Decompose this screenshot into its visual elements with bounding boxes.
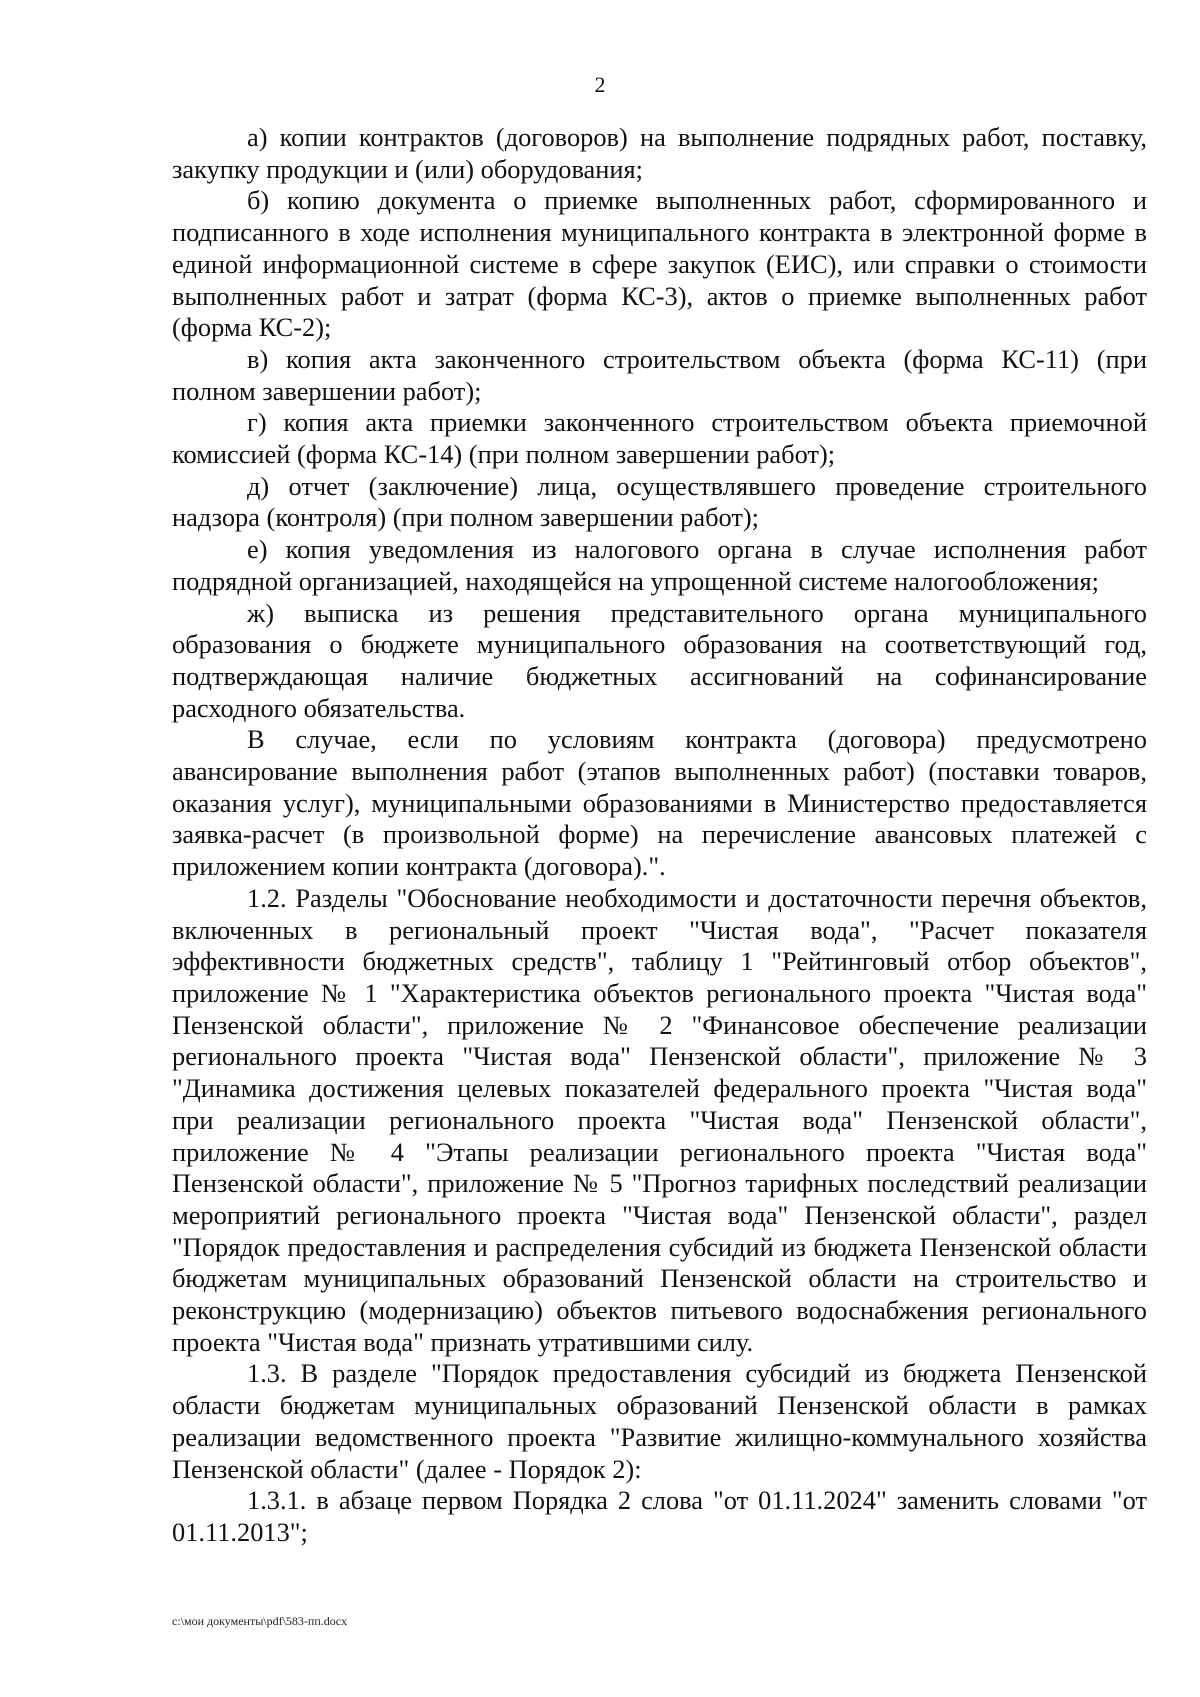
paragraph-item-e: е) копия уведомления из налогового органа в случае исполнения работ подрядной организацией, находящейся на упрощенной системе налогообложения; (172, 534, 1147, 596)
paragraph-item-b: б) копию документа о приемке выполненных работ, сформированного и подписанного в ходе исполнения муниципального контракта в электронной форме в единой информационной системе в сфере закупок (ЕИС), или справки о стоимости выполненных работ и затрат (форма КС-3), актов о приемке выполненных работ (форма КС-2); (172, 185, 1147, 343)
page-number: 2 (594, 72, 606, 97)
paragraph-item-g: г) копия акта приемки законченного строительством объекта приемочной комиссией (форма КС-14) (при полном завершении работ); (172, 407, 1147, 470)
paragraph-advance-payment: В случае, если по условиям контракта (договора) предусмотрено авансирование выполнения работ (этапов выполненных работ) (поставки товаров, оказания услуг), муниципальными образованиями в Министерство предоставляется заявка-расчет (в произвольной форме) на перечисление авансовых платежей с приложением копии контракта (договора).". (172, 724, 1147, 882)
paragraph-item-a: а) копии контрактов (договоров) на выполнение подрядных работ, поставку, закупку продукции и (или) оборудования; (172, 122, 1147, 184)
footer-file-path: c:\мои документы\pdf\583-пп.docx (172, 1614, 348, 1628)
paragraph-1-3-1: 1.3.1. в абзаце первом Порядка 2 слова "от 01.11.2024" заменить словами "от 01.11.2013"; (172, 1485, 1147, 1547)
paragraph-1-2: 1.2. Разделы "Обоснование необходимости и достаточности перечня объектов, включенных в региональный проект "Чистая вода", "Расчет показателя эффективности бюджетных средств", таблицу 1 "Рейтинговый отбор объектов", приложение № 1 "Характеристика объектов регионального проекта "Чистая вода" Пензенской области", приложение № 2 "Финансовое обеспечение реализации регионального проекта "Чистая вода" Пензенской области", приложение № 3 "Динамика достижения целевых показателей федерального проекта "Чистая вода" при реализации регионального проекта "Чистая вода" Пензенской области", приложение № 4 "Этапы реализации регионального проекта "Чистая вода" Пензенской области", приложение № 5 "Прогноз тарифных последствий реализации мероприятий регионального проекта "Чистая вода" Пензенской области", раздел "Порядок предоставления и распределения субсидий из бюджета Пензенской области бюджетам муниципальных образований Пензенской области на строительство и реконструкцию (модернизацию) объектов питьевого водоснабжения регионального проекта "Чистая вода" признать утратившими силу. (172, 882, 1147, 1357)
paragraph-item-v: в) копия акта законченного строительством объекта (форма КС-11) (при полном завершении работ); (172, 343, 1147, 406)
document-body (172, 122, 1147, 1549)
paragraph-1-3: 1.3. В разделе "Порядок предоставления субсидий из бюджета Пензенской области бюджетам муниципальных образований Пензенской области в рамках реализации ведомственного проекта "Развитие жилищно-коммунального хозяйства Пензенской области" (далее - Порядок 2): (172, 1358, 1147, 1484)
paragraph-item-d: д) отчет (заключение) лица, осуществлявшего проведение строительного надзора (контроля) (при полном завершении работ); (172, 470, 1147, 533)
paragraph-item-zh: ж) выписка из решения представительного органа муниципального образования о бюджете муниципального образования на соответствующий год, подтверждающая наличие бюджетных ассигнований на софинансирование расходного обязательства. (172, 597, 1147, 723)
